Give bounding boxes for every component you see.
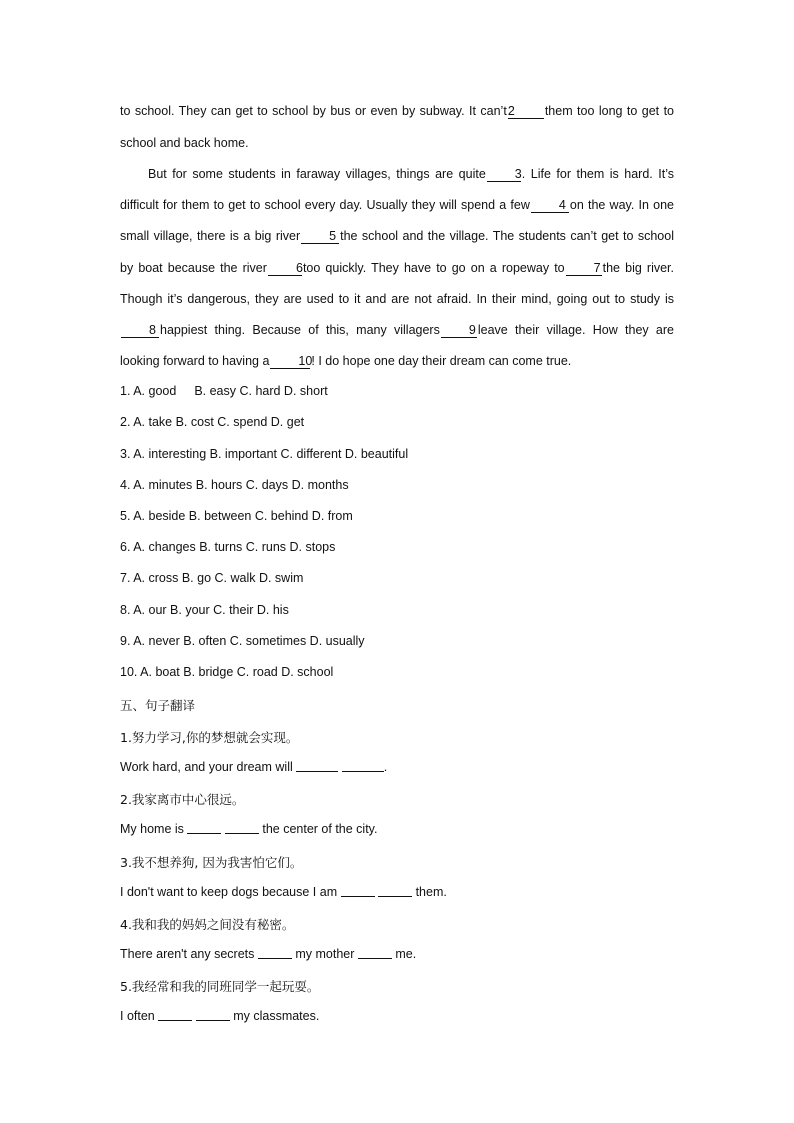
translation-answer-3 bbox=[120, 884, 447, 899]
fill-blank bbox=[358, 946, 392, 959]
passage-text: But for some students in faraway villages, things are quite bbox=[148, 167, 486, 181]
question-2: 2. A. take B. cost C. spend D. get bbox=[120, 415, 305, 429]
fill-blank bbox=[187, 821, 221, 834]
answer-blank-8: 8 bbox=[121, 323, 159, 338]
question-1 bbox=[120, 384, 328, 398]
question-4: 4. A. minutes B. hours C. days D. months bbox=[120, 478, 349, 492]
question-7: 7. A. cross B. go C. walk D. swim bbox=[120, 571, 304, 585]
passage-text: to school. They can get to school by bus or even by subway. It can’t bbox=[120, 104, 507, 118]
answer-text: Work hard, and your dream will bbox=[120, 760, 293, 774]
answer-blank-2: 2 bbox=[508, 104, 544, 119]
answer-blank-9: 9 bbox=[441, 323, 477, 338]
question-text: B. easy C. hard D. short bbox=[194, 384, 328, 398]
answer-text: . bbox=[383, 760, 388, 774]
passage-text: on the way. In one small village, there is a big river bbox=[120, 198, 674, 244]
passage-text: happiest thing. Because of this, many villagers bbox=[160, 323, 440, 338]
translation-prompt-4: 4.我和我的妈妈之间没有秘密。 bbox=[120, 917, 295, 932]
question-6: 6. A. changes B. turns C. runs D. stops bbox=[120, 540, 336, 554]
passage-text: too quickly. They have to go on a ropeway to bbox=[302, 260, 565, 275]
passage-text: them too long to get to bbox=[544, 104, 675, 118]
answer-blank-7: 7 bbox=[566, 261, 602, 276]
translation-answer-2 bbox=[120, 821, 377, 836]
question-10: 10. A. boat B. bridge C. road D. school bbox=[120, 665, 334, 679]
answer-text: My home is bbox=[120, 822, 184, 836]
fill-blank bbox=[296, 759, 338, 772]
answer-text: the center of the city. bbox=[262, 822, 378, 836]
fill-blank bbox=[258, 946, 292, 959]
passage-paragraph-2 bbox=[120, 159, 674, 377]
fill-blank bbox=[225, 821, 259, 834]
fill-blank bbox=[342, 759, 384, 772]
fill-blank bbox=[378, 884, 412, 897]
passage-text: the big river. Though it’s dangerous, they are used to it and are not afraid. In their mind, going out to study is bbox=[120, 260, 674, 306]
answer-text: There aren't any secrets bbox=[120, 947, 255, 961]
question-text: 1. A. good bbox=[120, 384, 177, 398]
answer-text: I often bbox=[120, 1009, 155, 1023]
answer-blank-6: 6 bbox=[268, 261, 302, 276]
answer-text: them. bbox=[415, 885, 447, 899]
passage-text: the school and the village. The students can’t get to school by boat because the river bbox=[120, 229, 674, 275]
answer-text: my mother bbox=[295, 947, 355, 961]
translation-answer-5 bbox=[120, 1008, 319, 1023]
answer-blank-10: 10 bbox=[270, 354, 310, 369]
translation-prompt-3: 3.我不想养狗, 因为我害怕它们。 bbox=[120, 855, 303, 870]
fill-blank bbox=[341, 884, 375, 897]
translation-prompt-1: 1.努力学习,你的梦想就会实现。 bbox=[120, 730, 299, 745]
translation-answer-4 bbox=[120, 946, 416, 961]
passage-text: . Life for them is hard. It’s difficult for them to get to school every day. Usually they will spend a few bbox=[120, 167, 674, 213]
passage-paragraph-1-tail: school and back home. bbox=[120, 136, 249, 150]
answer-blank-5: 5 bbox=[301, 229, 339, 244]
passage-text: leave their village. How they are looking forward to having a bbox=[120, 323, 674, 369]
answer-blank-4: 4 bbox=[531, 198, 569, 213]
question-9: 9. A. never B. often C. sometimes D. usually bbox=[120, 634, 365, 648]
passage-paragraph-1 bbox=[120, 96, 674, 127]
answer-text: me. bbox=[395, 947, 417, 961]
passage-text: ! I do hope one day their dream can come true. bbox=[311, 354, 572, 369]
answer-text: my classmates. bbox=[233, 1009, 320, 1023]
section-title: 五、句子翻译 bbox=[120, 698, 196, 713]
fill-blank bbox=[158, 1008, 192, 1021]
translation-prompt-5: 5.我经常和我的同班同学一起玩耍。 bbox=[120, 979, 320, 994]
answer-text: I don't want to keep dogs because I am bbox=[120, 885, 338, 899]
answer-blank-3: 3 bbox=[487, 167, 521, 182]
fill-blank bbox=[196, 1008, 230, 1021]
translation-prompt-2: 2.我家离市中心很远。 bbox=[120, 792, 245, 807]
question-3: 3. A. interesting B. important C. different D. beautiful bbox=[120, 447, 409, 461]
question-5: 5. A. beside B. between C. behind D. from bbox=[120, 509, 353, 523]
question-8: 8. A. our B. your C. their D. his bbox=[120, 603, 289, 617]
translation-answer-1 bbox=[120, 759, 387, 774]
